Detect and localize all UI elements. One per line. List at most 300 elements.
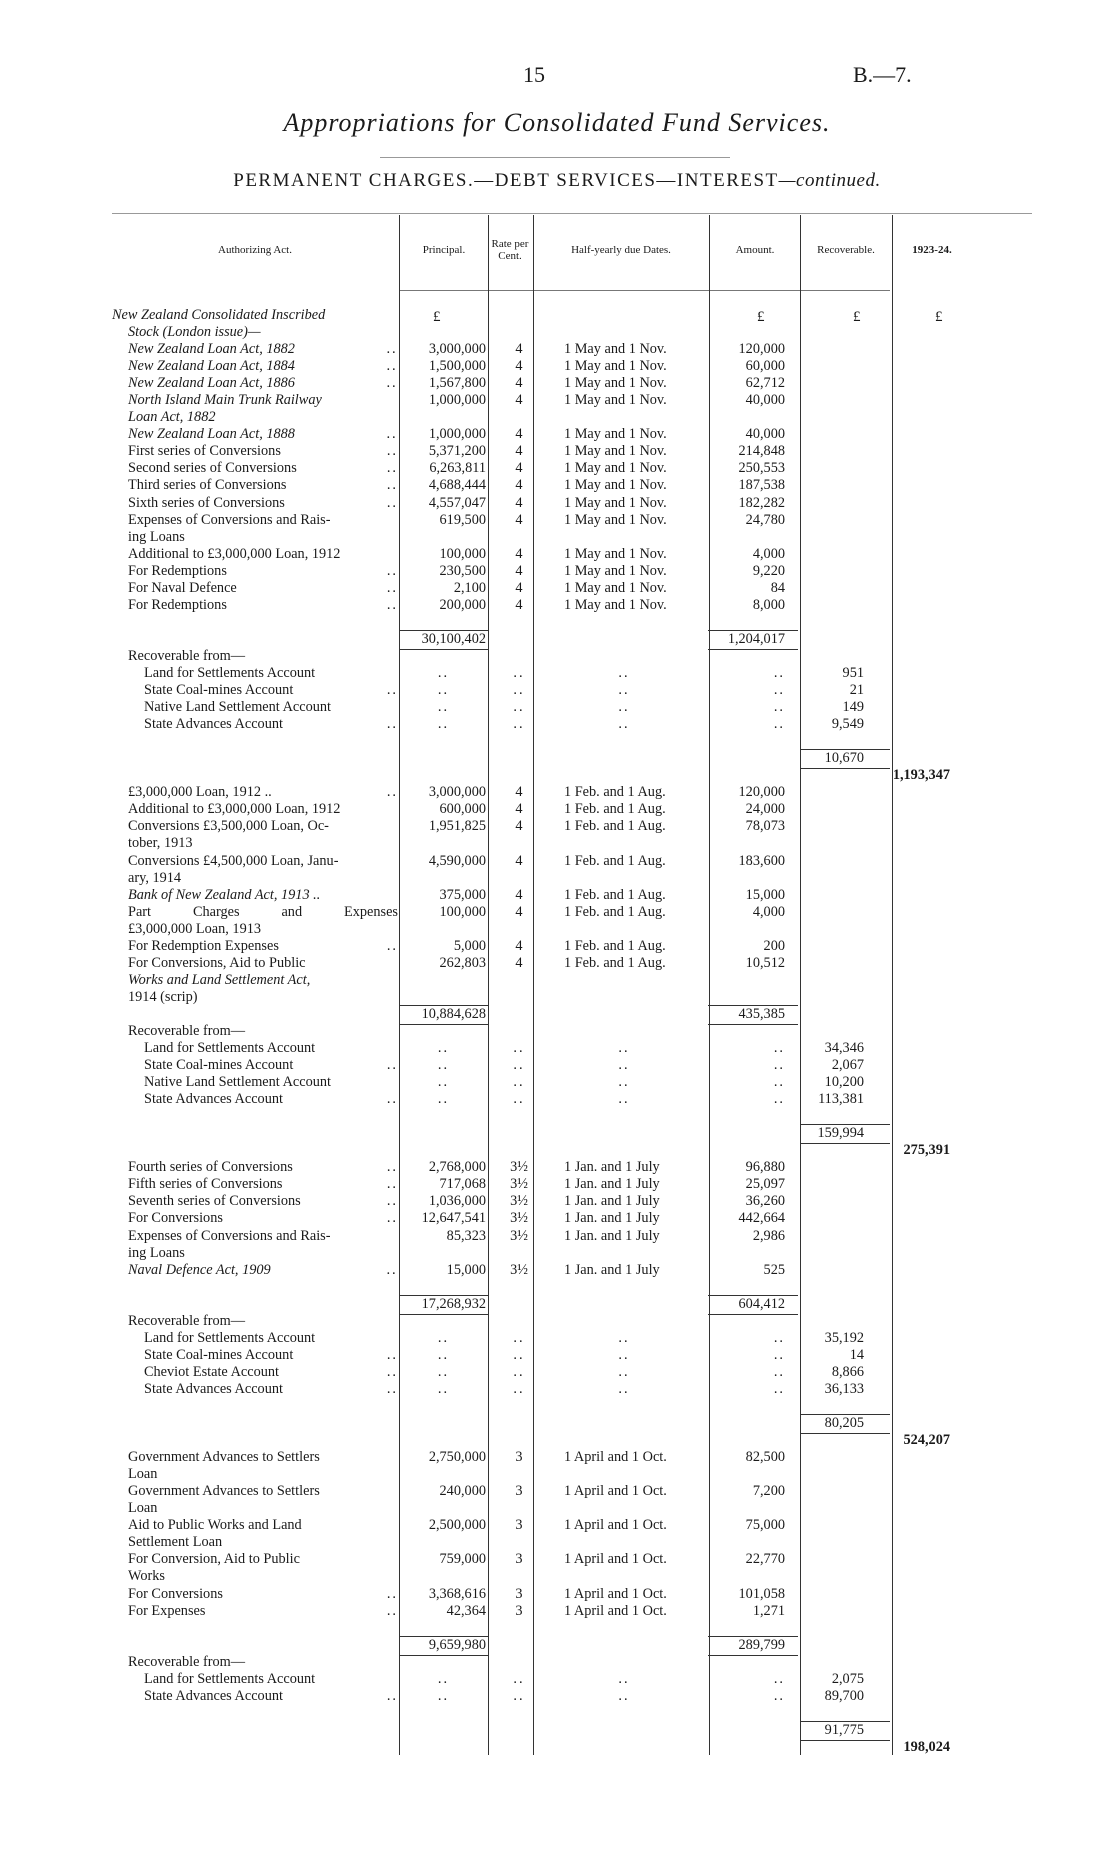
- authorizing-act: Stock (London issue)—: [128, 324, 261, 341]
- principal-value: 4,688,444: [428, 477, 486, 494]
- principal-value: 200,000: [439, 596, 486, 613]
- principal-value: 3,368,616: [428, 1585, 486, 1602]
- recoverable-value: 951: [842, 664, 864, 681]
- table-row: [112, 341, 1032, 358]
- due-dates: 1 Feb. and 1 Aug.: [564, 903, 666, 920]
- rate-value: 4: [515, 545, 523, 562]
- year-total-row: [112, 1142, 1032, 1159]
- year-total-value: 524,207: [903, 1432, 950, 1449]
- due-dates: 1 April and 1 Oct.: [564, 1483, 667, 1500]
- authorizing-act: State Coal-mines Account ..: [144, 682, 398, 699]
- principal-value: 2,768,000: [428, 1159, 486, 1176]
- table-row: [112, 1688, 1032, 1705]
- table-row: [112, 716, 1032, 733]
- authorizing-act: Native Land Settlement Account: [144, 1074, 331, 1091]
- principal-value: 619,500: [439, 511, 486, 528]
- dot-leader: ..: [773, 664, 785, 681]
- dot-leader: ..: [618, 682, 630, 699]
- year-total-value: 275,391: [903, 1142, 950, 1159]
- principal-value: 1,036,000: [428, 1193, 486, 1210]
- table-row: [112, 1347, 1032, 1364]
- currency-recoverable: £: [853, 309, 861, 325]
- rate-value: 4: [515, 358, 523, 375]
- dot-leader: ..: [513, 1091, 525, 1108]
- table-row: [112, 1245, 1032, 1262]
- recoverable-value: 36,133: [824, 1380, 864, 1397]
- authorizing-act: Government Advances to Settlers: [128, 1449, 320, 1466]
- table-row: [112, 887, 1032, 904]
- dot-leader: ..: [437, 716, 450, 733]
- table-row: [112, 1483, 1032, 1500]
- authorizing-act: Cheviot Estate Account ..: [144, 1364, 398, 1381]
- table-row: [112, 1500, 1032, 1517]
- due-dates: 1 May and 1 Nov.: [564, 596, 667, 613]
- col-header-act: Authorizing Act.: [218, 244, 292, 256]
- table-row: [112, 1057, 1032, 1074]
- col-header-amount: Amount.: [735, 244, 775, 256]
- table-row: [112, 1654, 1032, 1671]
- section-subtitle: [0, 170, 1114, 192]
- table-row: [112, 563, 1032, 580]
- subtitle-main: PERMANENT CHARGES.—DEBT SERVICES—INTEREST: [233, 170, 779, 191]
- dot-leader: ..: [618, 1687, 630, 1704]
- principal-value: 1,500,000: [428, 358, 486, 375]
- dot-leader: ..: [437, 1074, 450, 1091]
- col-header-recoverable: Recoverable.: [817, 244, 875, 256]
- table-row: [112, 665, 1032, 682]
- amount-value: 84: [770, 579, 785, 596]
- subtitle-continued: —continued.: [778, 170, 881, 191]
- amount-value: 289,799: [738, 1636, 785, 1653]
- recoverable-rule: [800, 749, 890, 750]
- principal-value: 42,364: [446, 1602, 486, 1619]
- dot-leader: ..: [618, 1346, 630, 1363]
- table-row: [112, 1517, 1032, 1534]
- amount-value: 120,000: [738, 784, 785, 801]
- dot-leader: ..: [618, 1363, 630, 1380]
- due-dates: 1 Feb. and 1 Aug.: [564, 886, 666, 903]
- amount-value: 187,538: [738, 477, 785, 494]
- rate-value: 3: [515, 1517, 523, 1534]
- principal-value: 1,951,825: [428, 818, 486, 835]
- amount-value: 4,000: [752, 903, 785, 920]
- authorizing-act: £3,000,000 Loan, 1912 .. ..: [128, 784, 398, 801]
- amount-value: 78,073: [745, 818, 785, 835]
- rate-value: 4: [515, 494, 523, 511]
- rate-value: 3: [515, 1449, 523, 1466]
- authorizing-act: For Conversions ..: [128, 1210, 398, 1227]
- rate-value: 4: [515, 818, 523, 835]
- authorizing-act: Additional to £3,000,000 Loan, 1912: [128, 545, 341, 562]
- rate-value: 4: [515, 460, 523, 477]
- dot-leader: ..: [773, 1380, 785, 1397]
- due-dates: 1 Jan. and 1 July: [564, 1193, 660, 1210]
- recoverable-value: 10,200: [824, 1074, 864, 1091]
- table-row: [112, 1210, 1032, 1227]
- authorizing-act: For Expenses ..: [128, 1603, 398, 1620]
- dot-leader: ..: [513, 1346, 525, 1363]
- rate-value: 4: [515, 477, 523, 494]
- table-row: [112, 1620, 1032, 1637]
- due-dates: 1 May and 1 Nov.: [564, 477, 667, 494]
- dot-leader: ..: [513, 1057, 525, 1074]
- amount-value: 22,770: [745, 1551, 785, 1568]
- document-reference: B.—7.: [853, 62, 912, 87]
- dot-leader: ..: [437, 1091, 450, 1108]
- authorizing-act: For Conversion, Aid to Public: [128, 1551, 300, 1568]
- authorizing-act: For Redemption Expenses ..: [128, 938, 398, 955]
- authorizing-act: Works and Land Settlement Act,: [128, 971, 311, 988]
- amount-value: 36,260: [745, 1193, 785, 1210]
- authorizing-act: Aid to Public Works and Land: [128, 1517, 302, 1534]
- principal-value: 240,000: [439, 1483, 486, 1500]
- authorizing-act: For Naval Defence ..: [128, 580, 398, 597]
- table-row: [112, 1551, 1032, 1568]
- table-row: [112, 409, 1032, 426]
- due-dates: 1 May and 1 Nov.: [564, 426, 667, 443]
- due-dates: 1 Jan. and 1 July: [564, 1176, 660, 1193]
- table-row: [112, 1534, 1032, 1551]
- rate-value: 3½: [510, 1176, 528, 1193]
- rate-value: 4: [515, 596, 523, 613]
- authorizing-act: Conversions £4,500,000 Loan, Janu-: [128, 852, 339, 869]
- authorizing-act: For Conversions, Aid to Public: [128, 954, 306, 971]
- principal-value: 30,100,402: [421, 630, 486, 647]
- year-total-row: [112, 767, 1032, 784]
- amount-value: 60,000: [745, 358, 785, 375]
- authorizing-act: Second series of Conversions ..: [128, 460, 398, 477]
- due-dates: 1 April and 1 Oct.: [564, 1551, 667, 1568]
- authorizing-act: Recoverable from—: [128, 1653, 246, 1670]
- authorizing-act: Land for Settlements Account: [144, 1040, 316, 1057]
- subtotal-rule: [708, 1005, 798, 1006]
- rate-value: 4: [515, 784, 523, 801]
- authorizing-act: Recoverable from—: [128, 1312, 246, 1329]
- dot-leader: ..: [618, 1670, 630, 1687]
- authorizing-act: First series of Conversions ..: [128, 443, 398, 460]
- due-dates: 1 Jan. and 1 July: [564, 1261, 660, 1278]
- dot-leader: ..: [618, 1329, 630, 1346]
- amount-value: 7,200: [752, 1483, 785, 1500]
- authorizing-act: Fourth series of Conversions ..: [128, 1159, 398, 1176]
- table-row: [112, 1091, 1032, 1108]
- authorizing-act: Government Advances to Settlers: [128, 1483, 320, 1500]
- recoverable-subtotal-row: [112, 1125, 1032, 1142]
- recoverable-value: 9,549: [831, 716, 864, 733]
- col-header-rate: Rate per Cent.: [491, 238, 529, 262]
- table-row: [112, 375, 1032, 392]
- title-rule: [380, 157, 730, 158]
- authorizing-act: ary, 1914: [128, 869, 182, 886]
- recoverable-value: 34,346: [824, 1040, 864, 1057]
- recoverable-value: 91,775: [824, 1721, 864, 1738]
- due-dates: 1 Feb. and 1 Aug.: [564, 784, 666, 801]
- dot-leader: ..: [513, 1040, 525, 1057]
- due-dates: 1 Feb. and 1 Aug.: [564, 818, 666, 835]
- table-row: [112, 546, 1032, 563]
- subtotal-rule: [399, 1636, 488, 1637]
- appropriations-table: [112, 307, 1032, 1756]
- principal-value: 262,803: [439, 954, 486, 971]
- rate-value: 3½: [510, 1210, 528, 1227]
- due-dates: 1 Feb. and 1 Aug.: [564, 954, 666, 971]
- amount-value: 40,000: [745, 392, 785, 409]
- authorizing-act: ing Loans: [128, 1244, 185, 1261]
- authorizing-act: Expenses of Conversions and Rais-: [128, 511, 331, 528]
- authorizing-act: State Coal-mines Account ..: [144, 1347, 398, 1364]
- table-row: [112, 1586, 1032, 1603]
- due-dates: 1 May and 1 Nov.: [564, 341, 667, 358]
- authorizing-act: £3,000,000 Loan, 1913: [128, 920, 262, 937]
- table-row: [112, 989, 1032, 1006]
- table-row: [112, 818, 1032, 835]
- table-row: [112, 955, 1032, 972]
- table-row: [112, 1074, 1032, 1091]
- amount-value: 214,848: [738, 443, 785, 460]
- table-row: [112, 904, 1032, 921]
- dot-leader: ..: [773, 1091, 785, 1108]
- dot-leader: ..: [437, 1670, 450, 1687]
- dot-leader: ..: [773, 1687, 785, 1704]
- principal-value: 4,557,047: [428, 494, 486, 511]
- authorizing-act: Settlement Loan: [128, 1534, 223, 1551]
- page-title: Appropriations for Consolidated Fund Services.: [283, 108, 831, 137]
- rate-value: 3: [515, 1551, 523, 1568]
- dot-leader: ..: [513, 664, 525, 681]
- due-dates: 1 April and 1 Oct.: [564, 1517, 667, 1534]
- principal-value: 85,323: [446, 1227, 486, 1244]
- principal-value: 2,750,000: [428, 1449, 486, 1466]
- authorizing-act: Recoverable from—: [128, 1022, 246, 1039]
- dot-leader: ..: [513, 716, 525, 733]
- table-row: [112, 1108, 1032, 1125]
- year-total-value: 198,024: [903, 1738, 950, 1755]
- table-row: [112, 853, 1032, 870]
- table-row: [112, 784, 1032, 801]
- principal-value: 759,000: [439, 1551, 486, 1568]
- due-dates: 1 May and 1 Nov.: [564, 579, 667, 596]
- dot-leader: ..: [513, 1687, 525, 1704]
- authorizing-act: 1914 (scrip): [128, 988, 198, 1005]
- amount-value: 183,600: [738, 852, 785, 869]
- principal-value: 2,500,000: [428, 1517, 486, 1534]
- subtotal-rule: [399, 1005, 488, 1006]
- amount-value: 250,553: [738, 460, 785, 477]
- dot-leader: ..: [618, 716, 630, 733]
- dot-leader: ..: [437, 1057, 450, 1074]
- table-row: [112, 1568, 1032, 1585]
- page-number: 15: [523, 62, 545, 87]
- authorizing-act: New Zealand Loan Act, 1882 ..: [128, 341, 398, 358]
- principal-value: 12,647,541: [421, 1210, 486, 1227]
- amount-value: 9,220: [752, 562, 785, 579]
- rate-value: 3½: [510, 1227, 528, 1244]
- col-header-year: 1923-24.: [912, 244, 952, 256]
- dot-leader: ..: [437, 1363, 450, 1380]
- due-dates: 1 Jan. and 1 July: [564, 1159, 660, 1176]
- dot-leader: ..: [618, 699, 630, 716]
- dot-leader: ..: [513, 1074, 525, 1091]
- recoverable-value: 35,192: [824, 1329, 864, 1346]
- dot-leader: ..: [513, 1363, 525, 1380]
- table-row: [112, 921, 1032, 938]
- authorizing-act: Fifth series of Conversions ..: [128, 1176, 398, 1193]
- authorizing-act: Loan: [128, 1500, 158, 1517]
- rate-value: 4: [515, 375, 523, 392]
- rate-value: 3½: [510, 1193, 528, 1210]
- table-row: [112, 324, 1032, 341]
- principal-value: 2,100: [453, 579, 486, 596]
- principal-value: 17,268,932: [421, 1295, 486, 1312]
- due-dates: 1 May and 1 Nov.: [564, 494, 667, 511]
- amount-value: 96,880: [745, 1159, 785, 1176]
- amount-value: 120,000: [738, 341, 785, 358]
- table-row: [112, 1398, 1032, 1415]
- principal-value: 100,000: [439, 903, 486, 920]
- dot-leader: ..: [773, 1074, 785, 1091]
- table-row: [112, 733, 1032, 750]
- principal-value: 3,000,000: [428, 784, 486, 801]
- subtotal-row: [112, 631, 1032, 648]
- rate-value: 4: [515, 562, 523, 579]
- amount-value: 40,000: [745, 426, 785, 443]
- table-row: [112, 938, 1032, 955]
- authorizing-act: For Redemptions ..: [128, 597, 398, 614]
- recoverable-value: 8,866: [831, 1363, 864, 1380]
- amount-value: 15,000: [745, 886, 785, 903]
- table-row: [112, 1671, 1032, 1688]
- recoverable-subtotal-row: [112, 1415, 1032, 1432]
- authorizing-act: State Advances Account ..: [144, 1688, 398, 1705]
- dot-leader: ..: [513, 1380, 525, 1397]
- due-dates: 1 May and 1 Nov.: [564, 511, 667, 528]
- authorizing-act: Recoverable from—: [128, 647, 246, 664]
- year-total-row: [112, 1432, 1032, 1449]
- table-row: [112, 392, 1032, 409]
- dot-leader: ..: [513, 1329, 525, 1346]
- table-row: [112, 1381, 1032, 1398]
- due-dates: 1 April and 1 Oct.: [564, 1585, 667, 1602]
- dot-leader: ..: [773, 1040, 785, 1057]
- subtotal-row: [112, 1296, 1032, 1313]
- due-dates: 1 Feb. and 1 Aug.: [564, 801, 666, 818]
- amount-value: 525: [763, 1261, 785, 1278]
- recoverable-value: 89,700: [824, 1687, 864, 1704]
- recoverable-subtotal-row: [112, 750, 1032, 767]
- authorizing-act: ing Loans: [128, 528, 185, 545]
- table-row: [112, 1449, 1032, 1466]
- table-row: [112, 972, 1032, 989]
- table-row: [112, 1040, 1032, 1057]
- amount-value: 182,282: [738, 494, 785, 511]
- table-row: [112, 1193, 1032, 1210]
- rate-value: 4: [515, 511, 523, 528]
- rate-value: 4: [515, 852, 523, 869]
- table-row: [112, 443, 1032, 460]
- authorizing-act: New Zealand Loan Act, 1886 ..: [128, 375, 398, 392]
- authorizing-act: Naval Defence Act, 1909 ..: [128, 1262, 398, 1279]
- dot-leader: ..: [437, 699, 450, 716]
- rate-value: 4: [515, 903, 523, 920]
- amount-value: 75,000: [745, 1517, 785, 1534]
- amount-value: 25,097: [745, 1176, 785, 1193]
- recoverable-rule: [800, 1414, 890, 1415]
- col-header-principal: Principal.: [422, 244, 466, 256]
- authorizing-act: Native Land Settlement Account: [144, 699, 331, 716]
- table-row: [112, 1023, 1032, 1040]
- rate-value: 4: [515, 801, 523, 818]
- rate-value: 4: [515, 443, 523, 460]
- amount-value: 4,000: [752, 545, 785, 562]
- dot-leader: ..: [618, 1057, 630, 1074]
- amount-value: 8,000: [752, 596, 785, 613]
- recoverable-value: 149: [842, 699, 864, 716]
- subtotal-rule: [708, 1636, 798, 1637]
- dot-leader: ..: [773, 1670, 785, 1687]
- dot-leader: ..: [618, 1380, 630, 1397]
- authorizing-act: Loan Act, 1882: [128, 409, 216, 426]
- rate-value: 3: [515, 1585, 523, 1602]
- table-row: [112, 835, 1032, 852]
- header-bottom-rule: [400, 290, 890, 291]
- principal-value: 600,000: [439, 801, 486, 818]
- table-row: [112, 1262, 1032, 1279]
- amount-value: 101,058: [738, 1585, 785, 1602]
- table-row: [112, 648, 1032, 665]
- amount-value: 10,512: [745, 954, 785, 971]
- principal-value: 230,500: [439, 562, 486, 579]
- table-row: [112, 512, 1032, 529]
- recoverable-value: 21: [849, 682, 864, 699]
- authorizing-act: Expenses of Conversions and Rais-: [128, 1227, 331, 1244]
- table-row: [112, 870, 1032, 887]
- amount-value: 442,664: [738, 1210, 785, 1227]
- table-row: [112, 307, 1032, 324]
- dot-leader: ..: [618, 1091, 630, 1108]
- principal-value: 1,000,000: [428, 392, 486, 409]
- due-dates: 1 May and 1 Nov.: [564, 545, 667, 562]
- principal-value: 6,263,811: [429, 460, 486, 477]
- authorizing-act: New Zealand Loan Act, 1884 ..: [128, 358, 398, 375]
- authorizing-act: tober, 1913: [128, 835, 193, 852]
- rate-value: 4: [515, 341, 523, 358]
- table-row: [112, 358, 1032, 375]
- dot-leader: ..: [618, 664, 630, 681]
- amount-value: 1,271: [752, 1602, 785, 1619]
- authorizing-act: State Advances Account ..: [144, 1381, 398, 1398]
- subtotal-rule: [399, 1295, 488, 1296]
- dot-leader: ..: [513, 1670, 525, 1687]
- table-row: [112, 1159, 1032, 1176]
- due-dates: 1 Feb. and 1 Aug.: [564, 852, 666, 869]
- table-row: [112, 1603, 1032, 1620]
- dot-leader: ..: [437, 1040, 450, 1057]
- currency-year: £: [935, 309, 943, 325]
- due-dates: 1 May and 1 Nov.: [564, 392, 667, 409]
- currency-amount: £: [757, 309, 765, 325]
- subtotal-rule: [708, 1295, 798, 1296]
- table-row: [112, 580, 1032, 597]
- table-top-rule: [112, 213, 1032, 214]
- amount-value: 435,385: [738, 1005, 785, 1022]
- dot-leader: ..: [437, 682, 450, 699]
- currency-principal: £: [433, 309, 441, 325]
- rate-value: 4: [515, 426, 523, 443]
- table-row: [112, 614, 1032, 631]
- rate-value: 3½: [510, 1261, 528, 1278]
- principal-value: 1,000,000: [428, 426, 486, 443]
- table-row: [112, 1330, 1032, 1347]
